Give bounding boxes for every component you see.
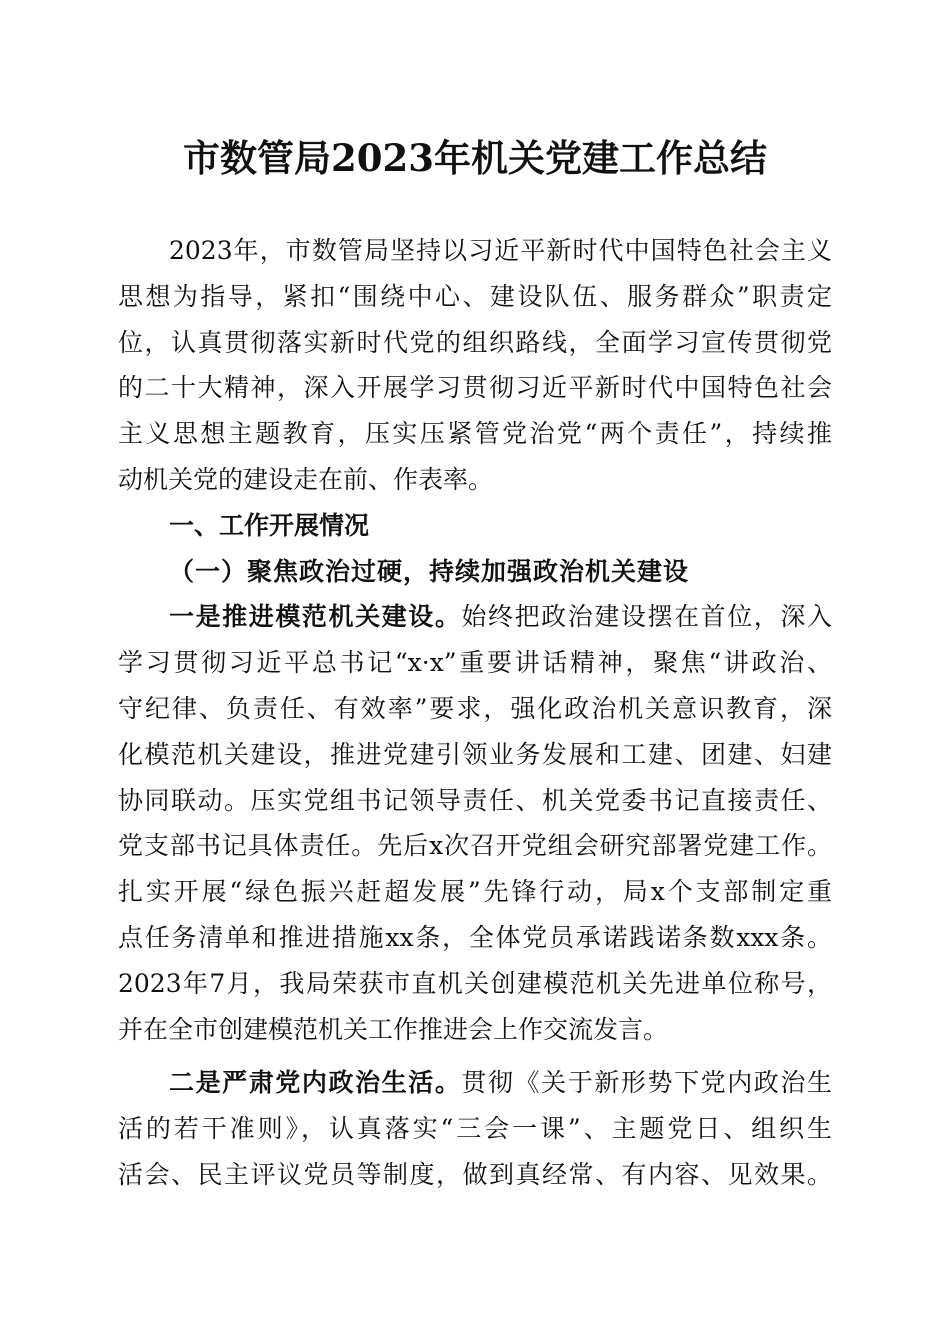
text-line: 动机关党的建设走在前、作表率。 <box>118 464 494 494</box>
paragraph-lead: 一是推进模范机关建设。 <box>169 602 462 632</box>
text-line: 守纪律、负责任、有效率”要求，强化政治机关意识教育，深 <box>118 693 832 723</box>
text-line: 扎实开展“绿色振兴赶超发展”先锋行动，局x个支部制定重 <box>118 877 832 907</box>
paragraph-first-line <box>118 594 832 640</box>
text-line: 2023年，市数管局坚持以习近平新时代中国特色社会主义 <box>169 236 832 265</box>
text-line: 学习贯彻习近平总书记“x·x”重要讲话精神，聚焦“讲政治、 <box>118 648 832 678</box>
text-line: 点任务清单和推进措施xx条，全体党员承诺践诺条数xxx条。 <box>118 922 832 952</box>
paragraph-lead: 二是严肃党内政治生活。 <box>169 1068 462 1098</box>
subsection-heading: （一）聚焦政治过硬，持续加强政治机关建设 <box>169 556 690 586</box>
text-line: 的二十大精神，深入开展学习贯彻习近平新时代中国特色社会 <box>118 373 832 403</box>
text-line: 2023年7月，我局荣获市直机关创建模范机关先进单位称号， <box>118 968 832 998</box>
document-body <box>118 228 832 1198</box>
paragraph-first-rest: 贯彻《关于新形势下党内政治生 <box>461 1068 832 1098</box>
section-heading: 一、工作开展情况 <box>169 510 370 540</box>
text-line: 主义思想主题教育，压实压紧管党治党“两个责任”，持续推 <box>118 419 832 449</box>
text-line: 化模范机关建设，推进党建引领业务发展和工建、团建、妇建 <box>118 739 832 769</box>
paragraph-gap <box>118 1052 832 1060</box>
text-line: 并在全市创建模范机关工作推进会上作交流发言。 <box>118 1014 669 1044</box>
paragraph-model-organ <box>118 594 832 1052</box>
paragraph-first-line <box>118 1060 832 1106</box>
paragraph-first-rest: 始终把政治建设摆在首位，深入 <box>461 602 832 632</box>
intro-paragraph <box>118 228 832 503</box>
text-line: 党支部书记具体责任。先后x次召开党组会研究部署党建工作。 <box>118 831 832 861</box>
text-line: 活会、民主评议党员等制度，做到真经常、有内容、见效果。 <box>118 1159 832 1189</box>
text-line: 活的若干准则》，认真落实“三会一课”、主题党日、组织生 <box>118 1114 832 1144</box>
text-line: 思想为指导，紧扣“围绕中心、建设队伍、服务群众”职责定 <box>118 281 832 311</box>
paragraph-political-life <box>118 1060 832 1197</box>
text-line: 协同联动。压实党组书记领导责任、机关党委书记直接责任、 <box>118 785 832 815</box>
document-title: 市数管局2023年机关党建工作总结 <box>183 136 767 180</box>
text-line: 位，认真贯彻落实新时代党的组织路线，全面学习宣传贯彻党 <box>118 327 832 357</box>
